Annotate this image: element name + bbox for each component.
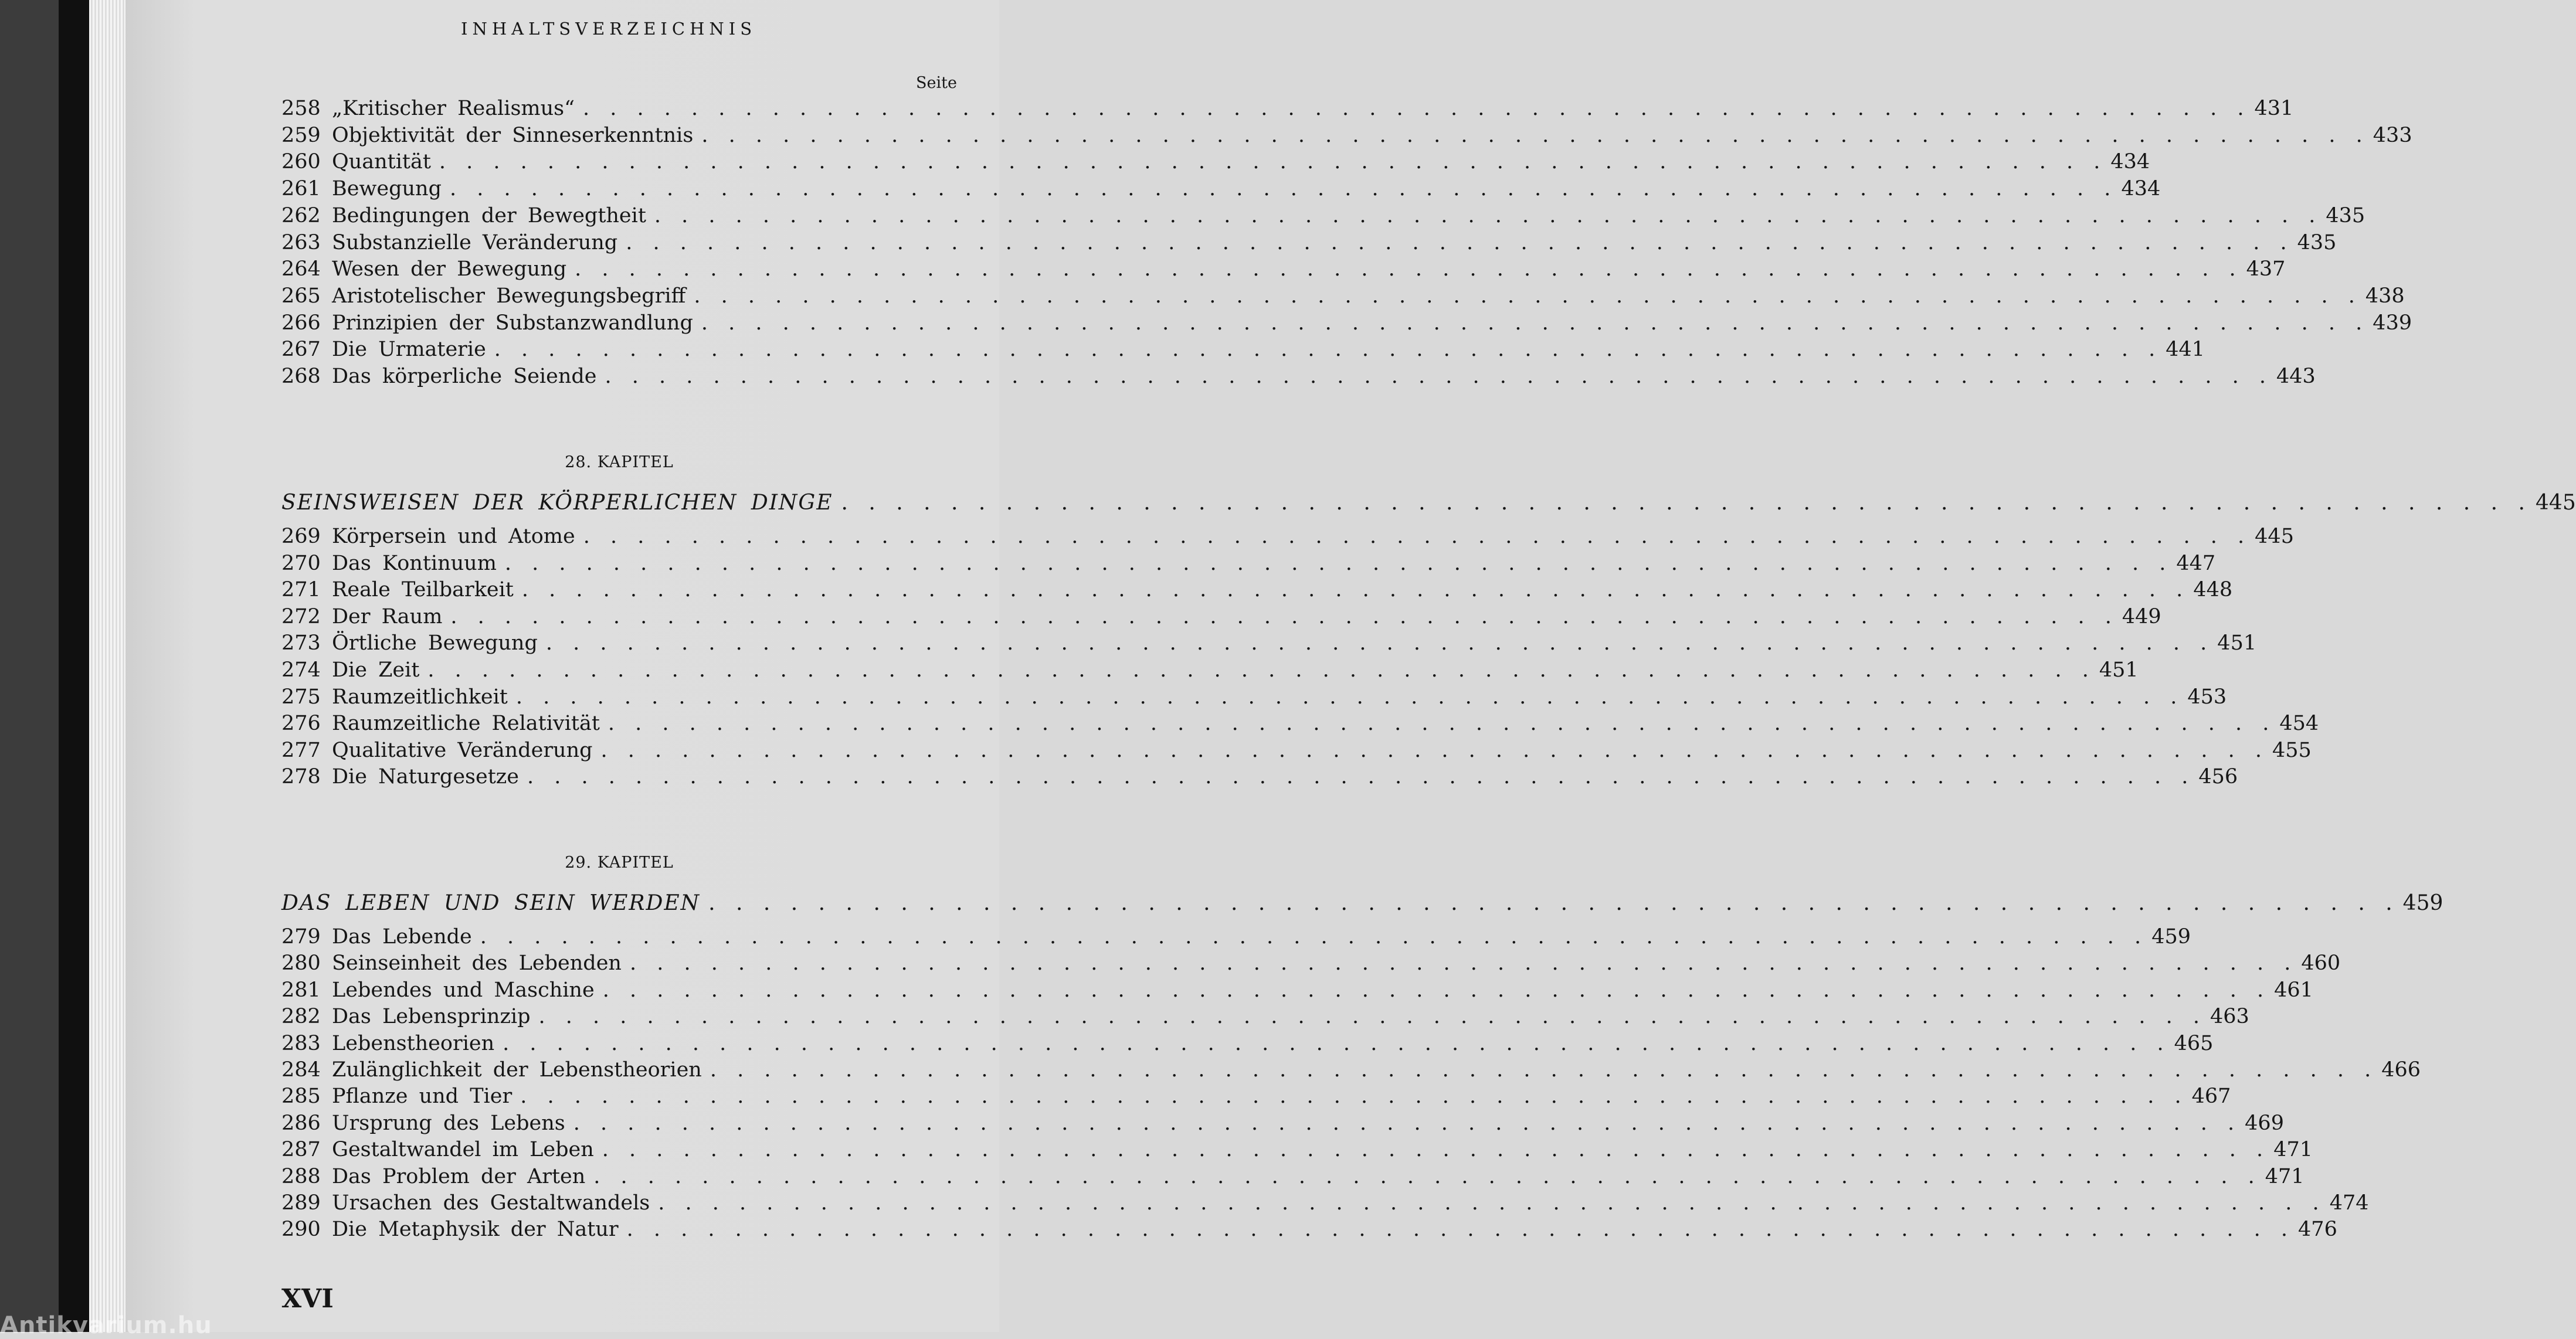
entry-number: 259	[281, 123, 321, 147]
toc-entry	[281, 1164, 2305, 1190]
leader-dots: . . . . . . . . . . . . . . . . . . . . . . . . . . . . . . . . . . . . . . . . . . . . . . . . . . . . . . . . . . . . . .	[626, 1218, 2295, 1242]
leader-dots: . . . . . . . . . . . . . . . . . . . . . . . . . . . . . . . . . . . . . . . . . . . . . . . . . . . . . . . . . . . . . .	[600, 738, 2269, 762]
toc-entry	[281, 363, 2316, 389]
toc-entry	[281, 1004, 2249, 1029]
entry-title: Die Urmaterie	[332, 338, 486, 362]
leader-dots: . . . . . . . . . . . . . . . . . . . . . . . . . . . . . . . . . . . . . . . . . . . . . . . . . . . . . . . . . . . . . .	[605, 365, 2273, 388]
toc-entry	[281, 149, 2150, 175]
entry-title: Körpersein und Atome	[332, 525, 575, 548]
book-gutter	[59, 0, 89, 1332]
entry-title: „Kritischer Realismus“	[332, 97, 575, 120]
toc-entry	[281, 96, 2294, 121]
toc-entry	[281, 1031, 2214, 1056]
leader-dots: . . . . . . . . . . . . . . . . . . . . . . . . . . . . . . . . . . . . . . . . . . . . . . . . . . . . . . . . . . . . . .	[527, 765, 2195, 789]
entry-page: 465	[2174, 1031, 2214, 1055]
toc-entry	[281, 950, 2341, 976]
entry-title: Das Lebende	[332, 925, 472, 949]
entry-number: 288	[281, 1164, 321, 1188]
entry-title: Das körperliche Seiende	[332, 365, 597, 388]
leader-dots: . . . . . . . . . . . . . . . . . . . . . . . . . . . . . . . . . . . . . . . . . . . . . . . . . . . . . . . . . . . . . .	[439, 150, 2107, 174]
leader-dots: . . . . . . . . . . . . . . . . . . . . . . . . . . . . . . . . . . . . . . . . . . . . . . . . . . . . . . . . . . . . . .	[602, 1138, 2270, 1162]
leader-dots: . . . . . . . . . . . . . . . . . . . . . . . . . . . . . . . . . . . . . . . . . . . . . . . . . . . . . . . . . . . . . .	[573, 1111, 2242, 1135]
entry-page: 449	[2122, 604, 2161, 628]
toc-entry	[281, 577, 2233, 603]
entry-number: 270	[281, 551, 321, 575]
entry-title: Die Naturgesetze	[332, 765, 519, 789]
leader-dots: . . . . . . . . . . . . . . . . . . . . . . . . . . . . . . . . . . . . . . . . . . . . . . . . . . . . . . . . . . . . . .	[701, 311, 2370, 335]
leader-dots: . . . . . . . . . . . . . . . . . . . . . . . . . . . . . . . . . . . . . . . . . . . . . . . . . . . . . . . . . . . . . .	[480, 925, 2149, 949]
entry-number: 266	[281, 311, 321, 335]
leader-dots: . . . . . . . . . . . . . . . . . . . . . . . . . . . . . . . . . . . . . . . . . . . . . . . . . . . . . . . . . . . . . .	[658, 1191, 2326, 1215]
entry-number: 260	[281, 150, 321, 174]
entry-number: 283	[281, 1031, 321, 1055]
entry-title: Raumzeitlichkeit	[332, 685, 508, 709]
entry-page: 461	[2274, 978, 2313, 1002]
page-folio: XVI	[281, 1284, 334, 1314]
entry-page: 451	[2099, 658, 2139, 682]
entry-page: 471	[2273, 1138, 2313, 1162]
entry-number: 262	[281, 203, 321, 227]
leader-dots: . . . . . . . . . . . . . . . . . . . . . . . . . . . . . . . . . . . . . . . . . . . . . . . . . . . . . . . . . . . . . .	[710, 1058, 2378, 1082]
entry-page: 447	[2176, 551, 2216, 575]
entry-number: 263	[281, 230, 321, 254]
entry-page: 459	[2151, 925, 2191, 949]
entry-page: 453	[2187, 685, 2227, 709]
page-column-label: Seite	[916, 74, 957, 92]
chapter-28-label: 28. KAPITEL	[565, 453, 674, 471]
book-spine	[0, 0, 63, 1332]
leader-dots: . . . . . . . . . . . . . . . . . . . . . . . . . . . . . . . . . . . . . . . . . . . . . . . . . . . . . . . . . . . . . .	[521, 578, 2190, 602]
entry-number: 278	[281, 765, 321, 789]
toc-entry	[281, 176, 2161, 202]
entry-page: 441	[2166, 338, 2205, 362]
chapter-28-title: SEINSWEISEN DER KÖRPERLICHEN DINGE	[281, 491, 833, 515]
leader-dots: . . . . . . . . . . . . . . . . . . . . . . . . . . . . . . . . . . . . . . . . . . . . . . . . . . . . . . . . . . . . . .	[602, 978, 2271, 1002]
leader-dots: . . . . . . . . . . . . . . . . . . . . . . . . . . . . . . . . . . . . . . . . . . . . . . . . . . . . . . . . . . . . . .	[583, 97, 2251, 120]
toc-entry	[281, 1057, 2421, 1083]
entry-title: Gestaltwandel im Leben	[332, 1138, 594, 1162]
entry-number: 264	[281, 257, 321, 281]
toc-entry	[281, 550, 2216, 576]
toc-entry	[281, 310, 2412, 336]
leader-dots: . . . . . . . . . . . . . . . . . . . . . . . . . . . . . . . . . . . . . . . . . . . . . . . . . . . . . . . . . . . . . .	[708, 891, 2399, 915]
entry-title: Die Metaphysik der Natur	[332, 1218, 619, 1242]
toc-entry	[281, 123, 2412, 148]
toc-entry	[281, 764, 2238, 790]
chapter-29-page: 459	[2402, 891, 2443, 915]
entry-number: 287	[281, 1138, 321, 1162]
entry-number: 289	[281, 1191, 321, 1215]
toc-entry	[281, 657, 2139, 683]
entry-page: 456	[2198, 765, 2238, 789]
entry-number: 276	[281, 712, 321, 736]
entry-number: 279	[281, 925, 321, 949]
entry-title: Das Problem der Arten	[332, 1164, 586, 1188]
entry-number: 285	[281, 1085, 321, 1109]
entry-number: 273	[281, 631, 321, 655]
entry-title: Pflanze und Tier	[332, 1085, 513, 1109]
toc-entry	[281, 256, 2286, 282]
entry-title: Lebendes und Maschine	[332, 978, 595, 1002]
entry-title: Prinzipien der Substanzwandlung	[332, 311, 693, 335]
entry-number: 274	[281, 658, 321, 682]
entry-title: Aristotelischer Bewegungsbegriff	[332, 284, 686, 308]
entry-page: 431	[2254, 97, 2294, 120]
chapter-28-title-row	[281, 489, 2576, 517]
entry-title: Quantität	[332, 150, 431, 174]
entry-title: Örtliche Bewegung	[332, 631, 538, 655]
entry-number: 277	[281, 738, 321, 762]
toc-entry	[281, 977, 2313, 1003]
toc-entry	[281, 630, 2257, 656]
toc-entry	[281, 1083, 2231, 1109]
entry-title: Substanzielle Veränderung	[332, 230, 618, 254]
entry-page: 434	[2110, 150, 2150, 174]
leader-dots: . . . . . . . . . . . . . . . . . . . . . . . . . . . . . . . . . . . . . . . . . . . . . . . . . . . . . . . . . . . . . .	[701, 123, 2370, 147]
entry-page: 438	[2365, 284, 2405, 308]
entry-number: 290	[281, 1218, 321, 1242]
toc-entry	[281, 1216, 2337, 1242]
entry-page: 434	[2121, 177, 2161, 201]
toc-entry	[281, 1110, 2284, 1136]
entry-title: Reale Teilbarkeit	[332, 578, 514, 602]
toc-entry	[281, 524, 2294, 549]
entry-title: Ursachen des Gestaltwandels	[332, 1191, 650, 1215]
toc-entry	[281, 604, 2161, 630]
entry-title: Ursprung des Lebens	[332, 1111, 565, 1135]
leader-dots: . . . . . . . . . . . . . . . . . . . . . . . . . . . . . . . . . . . . . . . . . . . . . . . . . . . . . . . . . . . . . .	[583, 525, 2252, 548]
entry-title: Bedingungen der Bewegtheit	[332, 203, 646, 227]
entry-title: Qualitative Veränderung	[332, 738, 593, 762]
entry-page: 460	[2301, 951, 2341, 976]
entry-title: Der Raum	[332, 604, 443, 628]
entry-number: 286	[281, 1111, 321, 1135]
leader-dots: . . . . . . . . . . . . . . . . . . . . . . . . . . . . . . . . . . . . . . . . . . . . . . . . . . . . . . . . . . . . . .	[538, 1005, 2207, 1029]
entry-page: 463	[2210, 1005, 2249, 1029]
entry-number: 281	[281, 978, 321, 1002]
entry-page: 443	[2276, 365, 2316, 388]
entry-number: 258	[281, 97, 321, 120]
entry-number: 269	[281, 525, 321, 548]
leader-dots: . . . . . . . . . . . . . . . . . . . . . . . . . . . . . . . . . . . . . . . . . . . . . . . . . . . . . . . . . . . . . .	[575, 257, 2243, 281]
watermark: Antikvarium.hu	[0, 1312, 212, 1339]
entry-title: Zulänglichkeit der Lebenstheorien	[332, 1058, 702, 1082]
toc-entry	[281, 337, 2205, 362]
toc-entry	[281, 1190, 2369, 1216]
entry-title: Lebenstheorien	[332, 1031, 495, 1055]
leader-dots: . . . . . . . . . . . . . . . . . . . . . . . . . . . . . . . . . . . . . . . . . . . . . . . . . . . . . . . . . . . . . .	[654, 203, 2323, 227]
entry-number: 271	[281, 578, 321, 602]
toc-entry	[281, 1137, 2313, 1163]
leader-dots: . . . . . . . . . . . . . . . . . . . . . . . . . . . . . . . . . . . . . . . . . . . . . . . . . . . . . . . . . . . . . .	[607, 712, 2276, 736]
entry-page: 471	[2265, 1164, 2305, 1188]
toc-entry	[281, 203, 2365, 229]
entry-title: Das Kontinuum	[332, 551, 497, 575]
entry-number: 261	[281, 177, 321, 201]
entry-page: 435	[2326, 203, 2365, 227]
entry-page: 451	[2217, 631, 2257, 655]
entry-title: Bewegung	[332, 177, 442, 201]
entry-number: 272	[281, 604, 321, 628]
leader-dots: . . . . . . . . . . . . . . . . . . . . . . . . . . . . . . . . . . . . . . . . . . . . . . . . . . . . . . . . . . . . . .	[694, 284, 2362, 308]
toc-entry	[281, 738, 2312, 763]
toc-entry	[281, 711, 2319, 736]
entry-title: Das Lebensprinzip	[332, 1005, 531, 1029]
toc-entry	[281, 684, 2227, 710]
leader-dots: . . . . . . . . . . . . . . . . . . . . . . . . . . . . . . . . . . . . . . . . . . . . . . . . . . . . . . . . . . . . . .	[626, 230, 2294, 254]
entry-page: 476	[2298, 1218, 2337, 1242]
leader-dots: . . . . . . . . . . . . . . . . . . . . . . . . . . . . . . . . . . . . . . . . . . . . . . . . . . . . . . . . . . . . . .	[515, 685, 2184, 709]
chapter-29-title-row	[281, 889, 2443, 917]
entry-page: 474	[2329, 1191, 2369, 1215]
chapter-29-title: DAS LEBEN UND SEIN WERDEN	[281, 891, 701, 915]
toc-entry	[281, 924, 2191, 950]
entry-page: 433	[2373, 123, 2412, 147]
entry-number: 265	[281, 284, 321, 308]
entry-title: Die Zeit	[332, 658, 420, 682]
chapter-28-page: 445	[2536, 491, 2576, 515]
leader-dots: . . . . . . . . . . . . . . . . . . . . . . . . . . . . . . . . . . . . . . . . . . . . . . . . . . . . . . . . . . . . . .	[841, 491, 2533, 515]
entry-page: 466	[2381, 1058, 2421, 1082]
leader-dots: . . . . . . . . . . . . . . . . . . . . . . . . . . . . . . . . . . . . . . . . . . . . . . . . . . . . . . . . . . . . . .	[503, 1031, 2171, 1055]
leader-dots: . . . . . . . . . . . . . . . . . . . . . . . . . . . . . . . . . . . . . . . . . . . . . . . . . . . . . . . . . . . . . .	[629, 951, 2298, 976]
entry-number: 280	[281, 951, 321, 976]
entry-page: 448	[2193, 578, 2233, 602]
entry-page: 445	[2255, 525, 2294, 548]
entry-page: 435	[2297, 230, 2337, 254]
entry-page: 437	[2246, 257, 2286, 281]
entry-page: 454	[2279, 712, 2319, 736]
leader-dots: . . . . . . . . . . . . . . . . . . . . . . . . . . . . . . . . . . . . . . . . . . . . . . . . . . . . . . . . . . . . . .	[504, 551, 2173, 575]
leader-dots: . . . . . . . . . . . . . . . . . . . . . . . . . . . . . . . . . . . . . . . . . . . . . . . . . . . . . . . . . . . . . .	[450, 177, 2118, 201]
chapter-29-label: 29. KAPITEL	[565, 854, 674, 872]
running-head: INHALTSVERZEICHNIS	[461, 19, 757, 39]
page-edges	[89, 0, 125, 1332]
leader-dots: . . . . . . . . . . . . . . . . . . . . . . . . . . . . . . . . . . . . . . . . . . . . . . . . . . . . . . . . . . . . . .	[545, 631, 2214, 655]
leader-dots: . . . . . . . . . . . . . . . . . . . . . . . . . . . . . . . . . . . . . . . . . . . . . . . . . . . . . . . . . . . . . .	[494, 338, 2163, 362]
leader-dots: . . . . . . . . . . . . . . . . . . . . . . . . . . . . . . . . . . . . . . . . . . . . . . . . . . . . . . . . . . . . . .	[520, 1085, 2188, 1109]
entry-title: Raumzeitliche Relativität	[332, 712, 600, 736]
entry-number: 282	[281, 1005, 321, 1029]
entry-number: 268	[281, 365, 321, 388]
toc-entry	[281, 283, 2405, 309]
entry-title: Wesen der Bewegung	[332, 257, 567, 281]
leader-dots: . . . . . . . . . . . . . . . . . . . . . . . . . . . . . . . . . . . . . . . . . . . . . . . . . . . . . . . . . . . . . .	[427, 658, 2096, 682]
leader-dots: . . . . . . . . . . . . . . . . . . . . . . . . . . . . . . . . . . . . . . . . . . . . . . . . . . . . . . . . . . . . . .	[593, 1164, 2262, 1188]
entry-number: 267	[281, 338, 321, 362]
leader-dots: . . . . . . . . . . . . . . . . . . . . . . . . . . . . . . . . . . . . . . . . . . . . . . . . . . . . . . . . . . . . . .	[450, 604, 2119, 628]
entry-page: 469	[2245, 1111, 2284, 1135]
entry-number: 275	[281, 685, 321, 709]
toc-entry	[281, 230, 2337, 256]
entry-page: 467	[2191, 1085, 2231, 1109]
entry-number: 284	[281, 1058, 321, 1082]
entry-page: 439	[2373, 311, 2412, 335]
entry-title: Seinseinheit des Lebenden	[332, 951, 622, 976]
entry-title: Objektivität der Sinneserkenntnis	[332, 123, 694, 147]
entry-page: 455	[2272, 738, 2312, 762]
